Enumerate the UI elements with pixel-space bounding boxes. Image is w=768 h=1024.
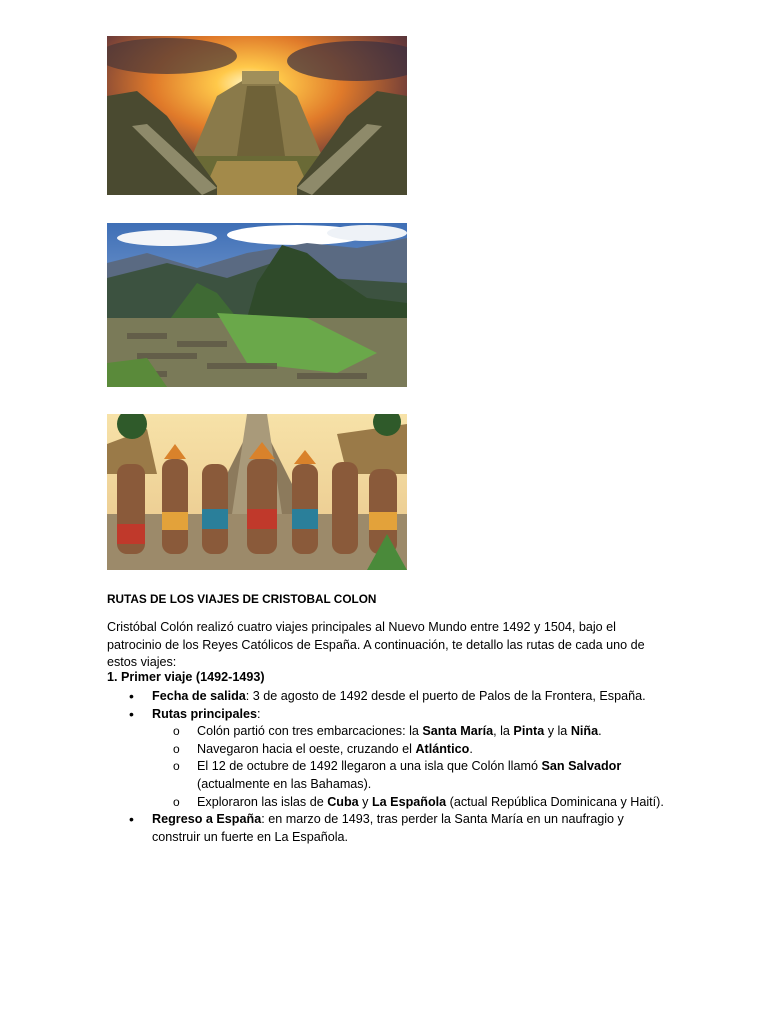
intro-paragraph: Cristóbal Colón realizó cuatro viajes principales al Nuevo Mundo entre 1492 y 1504, bajo el patrocinio de los Reyes Católicos de España. A continuación, te detallo las rutas de cada uno de estos viajes: bbox=[107, 620, 645, 670]
text-span: . bbox=[598, 724, 602, 739]
ship-name: Pinta bbox=[513, 724, 545, 739]
fecha-text: : 3 de agosto de 1492 desde el puerto de Palos de la Frontera, España. bbox=[245, 689, 646, 703]
regreso-label: Regreso a España bbox=[152, 812, 262, 827]
island-name: La Española bbox=[371, 794, 447, 809]
island-name: San Salvador bbox=[541, 759, 622, 774]
text-span: Exploraron las islas de bbox=[197, 794, 328, 809]
fecha-label: Fecha de salida bbox=[152, 689, 246, 703]
indigenous-people-image bbox=[107, 414, 407, 570]
list-item-rutas bbox=[107, 706, 667, 812]
island-name: Cuba bbox=[327, 794, 359, 809]
text-span: Navegaron hacia el oeste, cruzando el bbox=[197, 741, 416, 756]
text-span: (actualmente en las Bahamas). bbox=[197, 776, 372, 791]
text-span: . bbox=[469, 741, 473, 756]
sub-item-2 bbox=[152, 741, 667, 759]
voyage-details-list bbox=[107, 688, 667, 846]
ship-name: Niña bbox=[570, 724, 599, 739]
document-title: RUTAS DE LOS VIAJES DE CRISTOBAL COLON bbox=[107, 592, 377, 606]
ocean-name: Atlántico bbox=[415, 741, 470, 756]
machu-picchu-image bbox=[107, 223, 407, 387]
text-span: El 12 de octubre de 1492 llegaron a una isla que Colón llamó bbox=[197, 759, 542, 774]
rutas-colon: : bbox=[256, 706, 261, 721]
list-item-regreso bbox=[107, 811, 667, 846]
text-span: y bbox=[358, 794, 372, 809]
text-span: y la bbox=[544, 724, 571, 739]
rutas-sublist bbox=[152, 723, 667, 811]
sub-item-1 bbox=[152, 723, 667, 741]
sub-item-4 bbox=[152, 794, 667, 812]
regreso-text: : en marzo de 1493, tras perder la Santa María en un naufragio y construir un fuerte en La Española. bbox=[152, 812, 624, 844]
list-item-fecha bbox=[107, 688, 667, 706]
pyramid-sunset-image bbox=[107, 36, 407, 195]
sub-item-3 bbox=[152, 758, 667, 793]
text-span: Colón partió con tres embarcaciones: la bbox=[197, 724, 423, 739]
rutas-label: Rutas principales bbox=[152, 706, 257, 721]
text-span: (actual República Dominicana y Haití). bbox=[446, 794, 664, 809]
section-heading: 1. Primer viaje (1492-1493) bbox=[107, 670, 265, 684]
text-span: , la bbox=[493, 724, 514, 739]
ship-name: Santa María bbox=[422, 724, 494, 739]
